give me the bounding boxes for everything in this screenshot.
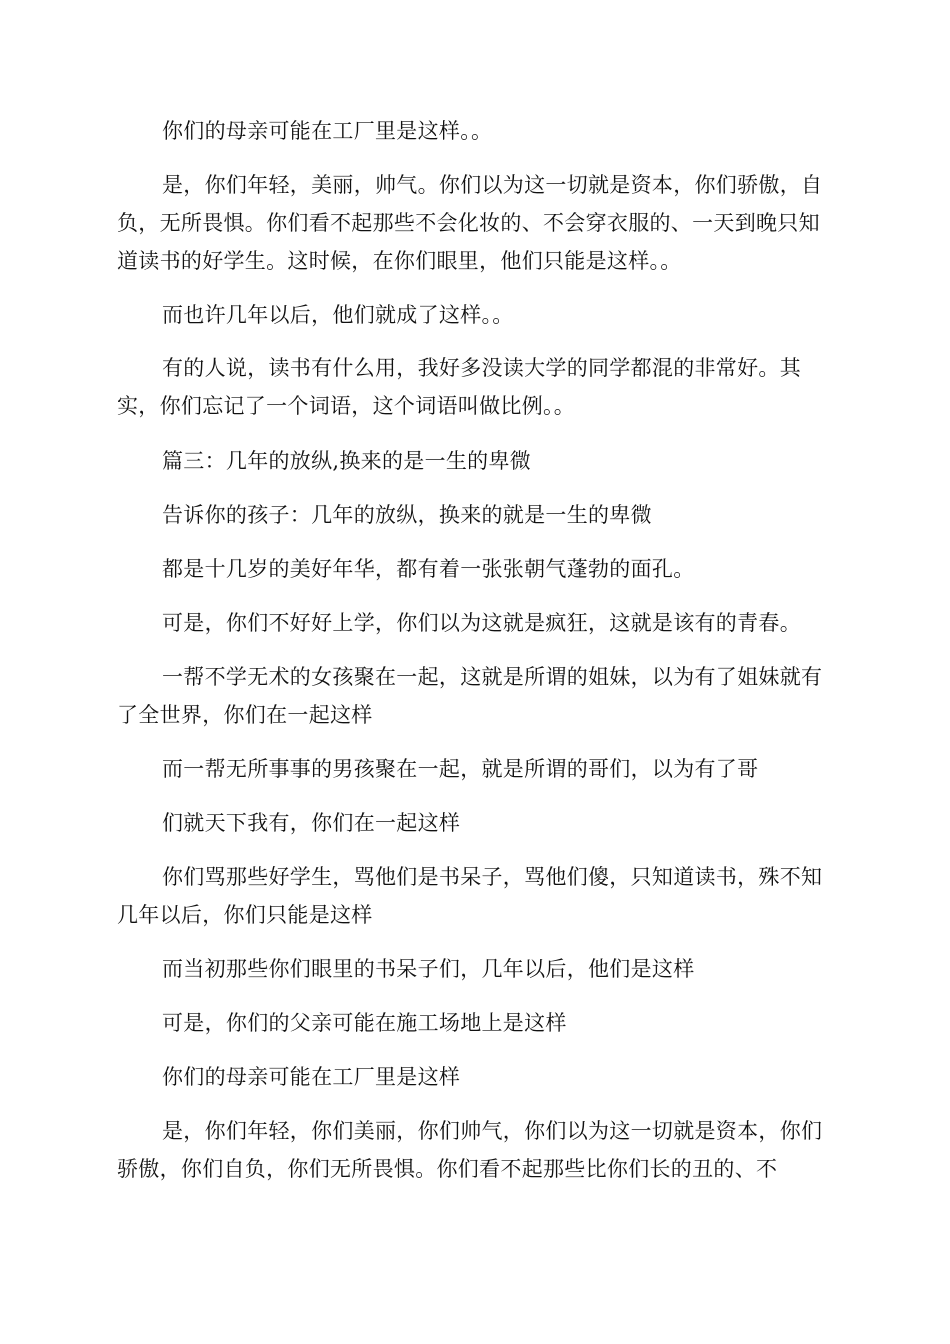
paragraph-4: 有的人说，读书有什么用，我好多没读大学的同学都混的非常好。其实，你们忘记了一个词语，这个词语叫做比例。。 [117, 356, 801, 418]
paragraph-10: 而一帮无所事事的男孩聚在一起，就是所谓的哥们，以为有了哥 [162, 757, 759, 781]
paragraph-8: 可是，你们不好好上学，你们以为这就是疯狂，这就是该有的青春。 [162, 611, 801, 635]
paragraph-15: 你们的母亲可能在工厂里是这样 [162, 1065, 461, 1089]
paragraph-16: 是，你们年轻，你们美丽，你们帅气，你们以为这一切就是资本，你们骄傲，你们自负，你们无所畏惧。你们看不起那些比你们长的丑的、不 [117, 1119, 823, 1181]
paragraph-3: 而也许几年以后，他们就成了这样。。 [162, 303, 514, 327]
paragraph-7: 都是十几岁的美好年华，都有着一张张朝气蓬勃的面孔。 [162, 557, 695, 581]
paragraph-2: 是，你们年轻，美丽，帅气。你们以为这一切就是资本，你们骄傲，自负，无所畏惧。你们看不起那些不会化妆的、不会穿衣服的、一天到晚只知道读书的好学生。这时候，在你们眼里，他们只能是这样。。 [117, 173, 823, 273]
section-heading: 篇三：几年的放纵,换来的是一生的卑微 [162, 449, 532, 473]
paragraph-1: 你们的母亲可能在工厂里是这样。。 [162, 119, 493, 143]
paragraph-9: 一帮不学无术的女孩聚在一起，这就是所谓的姐妹，以为有了姐妹就有了全世界，你们在一起这样 [117, 665, 823, 727]
paragraph-13: 而当初那些你们眼里的书呆子们，几年以后，他们是这样 [162, 957, 695, 981]
paragraph-12: 你们骂那些好学生，骂他们是书呆子，骂他们傻，只知道读书，殊不知几年以后，你们只能是这样 [117, 865, 823, 927]
paragraph-6: 告诉你的孩子：几年的放纵，换来的就是一生的卑微 [162, 503, 652, 527]
paragraph-11: 们就天下我有，你们在一起这样 [162, 811, 461, 835]
paragraph-14: 可是，你们的父亲可能在施工场地上是这样 [162, 1011, 567, 1035]
